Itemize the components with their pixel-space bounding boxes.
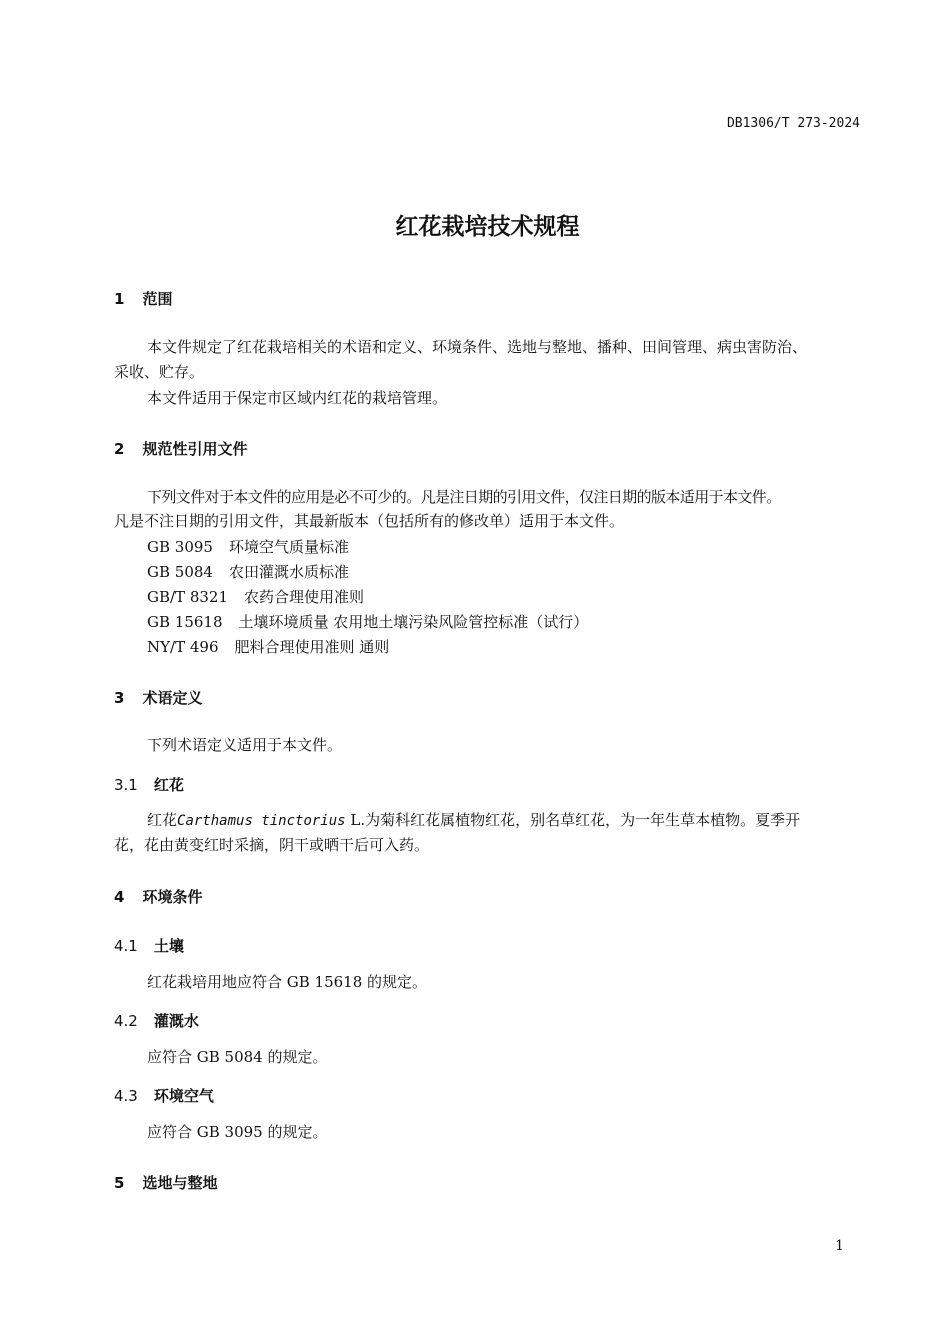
document-title: 红花栽培技术规程 [395,214,580,240]
subsection-4-2-heading [114,1010,199,1031]
reference-item [147,585,364,610]
reference-title: 农田灌溉水质标准 [228,563,349,581]
subsection-number: 4.1 [114,937,138,955]
section-title: 范围 [142,290,173,308]
subsection-4-3-para: 应符合 GB 3095 的规定。 [147,1123,328,1141]
section-1-para-1-line-2: 采收、贮存。 [114,363,205,381]
section-number: 4 [114,888,125,906]
section-1-heading [114,288,172,309]
reference-title: 肥料合理使用准则 通则 [234,638,390,656]
subsection-4-2-para: 应符合 GB 5084 的规定。 [147,1048,328,1066]
reference-code: GB 15618 [147,613,223,631]
definition-line-2: 花，花由黄变红时采摘，阴干或晒干后可入药。 [114,836,430,854]
definition-line-1 [147,808,800,834]
latin-name: Carthamus tinctorius [177,813,346,829]
reference-item [147,610,588,635]
subsection-title: 红花 [153,776,184,794]
reference-title: 土壤环境质量 农用地土壤污染风险管控标准（试行） [238,613,589,631]
section-number: 1 [114,290,125,308]
reference-code: GB/T 8321 [147,588,229,606]
section-5-heading [114,1172,217,1193]
section-title: 术语定义 [142,689,203,707]
definition-text: L.为菊科红花属植物红花，别名草红花，为一年生草本植物。夏季开 [345,811,801,829]
subsection-title: 土壤 [153,937,184,955]
section-2-para-line-1: 下列文件对于本文件的应用是必不可少的。凡是注日期的引用文件，仅注日期的版本适用于本文件。 [147,488,781,506]
section-3-para: 下列术语定义适用于本文件。 [147,736,343,754]
subsection-number: 4.2 [114,1012,138,1030]
reference-item [147,560,349,585]
subsection-title: 环境空气 [153,1087,214,1105]
reference-code: NY/T 496 [147,638,219,656]
section-title: 环境条件 [142,888,203,906]
subsection-4-3-heading [114,1085,214,1106]
page-number: 1 [835,1238,844,1254]
section-2-heading [114,438,247,459]
reference-code: GB 3095 [147,538,213,556]
section-number: 3 [114,689,125,707]
reference-item [147,535,349,560]
reference-item [147,635,389,660]
subsection-3-1-heading [114,774,184,795]
section-2-para-line-2: 凡是不注日期的引用文件，其最新版本（包括所有的修改单）适用于本文件。 [114,512,625,530]
section-1-para-2: 本文件适用于保定市区域内红花的栽培管理。 [147,389,448,407]
reference-title: 农药合理使用准则 [244,588,365,606]
subsection-number: 4.3 [114,1087,138,1105]
section-number: 2 [114,440,125,458]
section-1-para-1-line-1: 本文件规定了红花栽培相关的术语和定义、环境条件、选地与整地、播种、田间管理、病虫害防治、 [147,338,808,356]
section-4-heading [114,886,202,907]
subsection-number: 3.1 [114,776,138,794]
subsection-title: 灌溉水 [153,1012,199,1030]
section-title: 选地与整地 [142,1174,218,1192]
document-code: DB1306/T 273-2024 [726,116,860,131]
reference-code: GB 5084 [147,563,213,581]
term: 红花 [147,811,178,829]
reference-title: 环境空气质量标准 [228,538,349,556]
subsection-4-1-para: 红花栽培用地应符合 GB 15618 的规定。 [147,973,428,991]
section-3-heading [114,687,202,708]
section-title: 规范性引用文件 [142,440,248,458]
section-number: 5 [114,1174,125,1192]
subsection-4-1-heading [114,935,184,956]
